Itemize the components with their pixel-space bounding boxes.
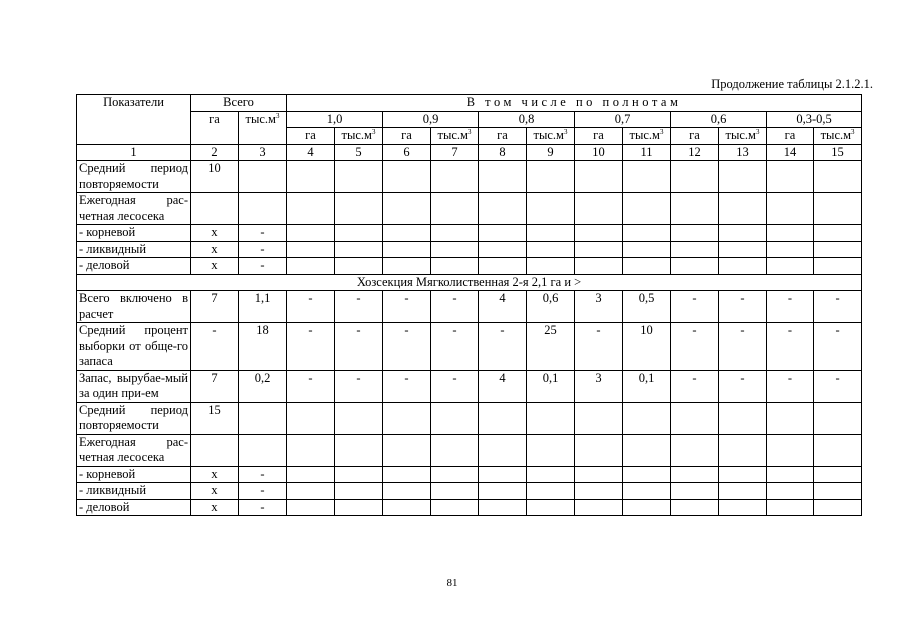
row-label: - ликвидный xyxy=(77,483,191,500)
header-indicators: Показатели xyxy=(77,95,191,145)
table-cell: - xyxy=(431,370,479,402)
table-cell xyxy=(671,483,719,500)
table-cell xyxy=(623,258,671,275)
table-cell xyxy=(383,402,431,434)
table-cell xyxy=(479,466,527,483)
table-cell xyxy=(814,161,862,193)
table-row xyxy=(77,499,862,516)
header-unit-ha: га xyxy=(767,128,814,145)
table-cell xyxy=(335,225,383,242)
table-cell: - xyxy=(383,291,431,323)
table-cell: 0,1 xyxy=(623,370,671,402)
table-cell: 0,5 xyxy=(623,291,671,323)
table-cell xyxy=(383,258,431,275)
table-cell xyxy=(479,193,527,225)
table-cell: x xyxy=(191,483,239,500)
table-cell xyxy=(814,241,862,258)
header-unit-ha: га xyxy=(671,128,719,145)
table-cell xyxy=(623,161,671,193)
table-cell xyxy=(767,466,814,483)
table-cell xyxy=(623,193,671,225)
row-label: Ежегодная рас-четная лесосека xyxy=(77,434,191,466)
row-label: Средний период повторяемости xyxy=(77,402,191,434)
table-cell: - xyxy=(239,483,287,500)
table-cell: x xyxy=(191,258,239,275)
table-cell xyxy=(767,402,814,434)
table-cell xyxy=(719,466,767,483)
header-unit-volume: $тыс.м^3$ xyxy=(814,128,862,145)
table-cell: - xyxy=(383,370,431,402)
table-cell xyxy=(767,258,814,275)
table-cell xyxy=(383,499,431,516)
row-label: - ликвидный xyxy=(77,241,191,258)
table-cell xyxy=(719,258,767,275)
table-cell: 0,1 xyxy=(527,370,575,402)
table-cell xyxy=(431,225,479,242)
row-label: Запас, вырубае-мый за один при-ем xyxy=(77,370,191,402)
table-row xyxy=(77,258,862,275)
section-title: Хозсекция Мягколиственная 2-я 2,1 га и > xyxy=(77,274,862,291)
table-cell: x xyxy=(191,466,239,483)
table-cell: - xyxy=(767,323,814,371)
table-cell xyxy=(575,499,623,516)
table-cell: 0,6 xyxy=(527,291,575,323)
table-cell xyxy=(479,241,527,258)
table-cell: - xyxy=(767,291,814,323)
table-row xyxy=(77,225,862,242)
table-cell xyxy=(719,161,767,193)
table-cell xyxy=(479,225,527,242)
row-label: Средний период повторяемости xyxy=(77,161,191,193)
table-cell xyxy=(383,225,431,242)
table-cell xyxy=(575,258,623,275)
table-cell xyxy=(335,193,383,225)
table-cell: - xyxy=(719,291,767,323)
table-cell xyxy=(335,258,383,275)
column-number: 4 xyxy=(287,144,335,161)
table-cell xyxy=(431,499,479,516)
table-cell xyxy=(527,225,575,242)
table-cell: x xyxy=(191,225,239,242)
table-cell xyxy=(575,225,623,242)
table-cell xyxy=(671,225,719,242)
table-cell: - xyxy=(814,291,862,323)
table-cell xyxy=(527,434,575,466)
header-density-0-7: 0,7 xyxy=(575,111,671,128)
table-cell: - xyxy=(287,370,335,402)
table-cell xyxy=(479,402,527,434)
table-cell: 4 xyxy=(479,370,527,402)
table-cell xyxy=(671,402,719,434)
header-unit-ha: га xyxy=(287,128,335,145)
header-unit-volume: $тыс.м^3$ xyxy=(335,128,383,145)
table-row xyxy=(77,161,862,193)
row-label: Всего включено в расчет xyxy=(77,291,191,323)
table-cell xyxy=(527,161,575,193)
column-number: 3 xyxy=(239,144,287,161)
section-row xyxy=(77,274,862,291)
table-cell xyxy=(671,434,719,466)
table-row xyxy=(77,370,862,402)
column-number: 12 xyxy=(671,144,719,161)
table-cell: - xyxy=(479,323,527,371)
table-cell xyxy=(575,434,623,466)
table-row xyxy=(77,323,862,371)
column-numbers-row xyxy=(77,144,862,161)
table-cell: 0,2 xyxy=(239,370,287,402)
table-cell: - xyxy=(239,466,287,483)
table-cell: 1,1 xyxy=(239,291,287,323)
table-cell xyxy=(814,434,862,466)
table-cell xyxy=(527,193,575,225)
row-label: - деловой xyxy=(77,499,191,516)
column-number: 10 xyxy=(575,144,623,161)
table-cell xyxy=(814,225,862,242)
table-cell: - xyxy=(191,323,239,371)
table-cell xyxy=(287,466,335,483)
column-number: 1 xyxy=(77,144,191,161)
table-cell xyxy=(239,193,287,225)
table-cell: - xyxy=(767,370,814,402)
table-cell xyxy=(287,225,335,242)
table-cell xyxy=(383,193,431,225)
column-number: 14 xyxy=(767,144,814,161)
table-cell xyxy=(479,483,527,500)
table-cell xyxy=(767,499,814,516)
table-cell xyxy=(527,483,575,500)
column-number: 5 xyxy=(335,144,383,161)
table-header xyxy=(77,95,862,161)
table-cell: - xyxy=(335,323,383,371)
table-cell: 18 xyxy=(239,323,287,371)
table-row xyxy=(77,241,862,258)
table-cell xyxy=(527,499,575,516)
table-cell xyxy=(671,241,719,258)
table-cell xyxy=(335,161,383,193)
table-caption: Продолжение таблицы 2.1.2.1. xyxy=(711,77,873,91)
table-cell xyxy=(383,161,431,193)
table-body-before-section xyxy=(77,161,862,275)
table-cell xyxy=(671,466,719,483)
header-unit-volume: $тыс.м^3$ xyxy=(431,128,479,145)
table-cell xyxy=(431,434,479,466)
table-cell: x xyxy=(191,241,239,258)
table-cell xyxy=(767,161,814,193)
table-cell xyxy=(623,466,671,483)
header-total-volume: $тыс.м^3$ xyxy=(239,111,287,144)
table-cell xyxy=(287,499,335,516)
table-cell: - xyxy=(383,323,431,371)
header-unit-ha: га xyxy=(479,128,527,145)
table-cell xyxy=(431,402,479,434)
table-cell xyxy=(814,466,862,483)
table-cell xyxy=(335,434,383,466)
table-cell xyxy=(719,225,767,242)
table-cell xyxy=(814,258,862,275)
table-cell xyxy=(335,499,383,516)
section-row-group xyxy=(77,274,862,291)
table-cell: 3 xyxy=(575,370,623,402)
table-cell xyxy=(335,466,383,483)
column-number: 13 xyxy=(719,144,767,161)
table-cell xyxy=(479,499,527,516)
table-cell: - xyxy=(287,291,335,323)
table-cell: - xyxy=(287,323,335,371)
table-cell xyxy=(431,466,479,483)
table-cell xyxy=(767,241,814,258)
table-cell xyxy=(767,193,814,225)
table-cell: 4 xyxy=(479,291,527,323)
table-cell: - xyxy=(814,323,862,371)
table-cell xyxy=(335,402,383,434)
table-cell xyxy=(575,241,623,258)
table-cell: 25 xyxy=(527,323,575,371)
table-cell xyxy=(671,499,719,516)
header-total: Всего xyxy=(191,95,287,112)
table-cell xyxy=(623,434,671,466)
column-number: 8 xyxy=(479,144,527,161)
column-number: 6 xyxy=(383,144,431,161)
table-cell xyxy=(479,258,527,275)
table-cell: - xyxy=(671,370,719,402)
table-cell xyxy=(575,161,623,193)
table-cell xyxy=(479,434,527,466)
table-cell xyxy=(431,161,479,193)
table-cell xyxy=(239,161,287,193)
table-cell xyxy=(527,258,575,275)
table-cell xyxy=(287,483,335,500)
table-cell xyxy=(383,434,431,466)
row-label: - деловой xyxy=(77,258,191,275)
table-cell xyxy=(287,161,335,193)
table-cell xyxy=(431,258,479,275)
table-cell xyxy=(719,483,767,500)
header-density-0-8: 0,8 xyxy=(479,111,575,128)
row-label: Средний процент выборки от обще-го запаса xyxy=(77,323,191,371)
table-cell xyxy=(287,241,335,258)
forest-data-table xyxy=(76,94,862,516)
table-cell: - xyxy=(575,323,623,371)
table-cell xyxy=(335,241,383,258)
row-label: Ежегодная рас-четная лесосека xyxy=(77,193,191,225)
table-cell xyxy=(719,434,767,466)
table-cell: 10 xyxy=(191,161,239,193)
header-unit-ha: га xyxy=(383,128,431,145)
table-cell xyxy=(623,241,671,258)
header-unit-ha: га xyxy=(575,128,623,145)
table-cell: - xyxy=(239,225,287,242)
table-cell xyxy=(767,483,814,500)
table-cell: - xyxy=(239,499,287,516)
table-cell xyxy=(719,193,767,225)
header-total-ha: га xyxy=(191,111,239,144)
column-number: 15 xyxy=(814,144,862,161)
table-cell xyxy=(239,402,287,434)
table-cell: - xyxy=(671,291,719,323)
table-cell xyxy=(814,402,862,434)
table-cell xyxy=(431,193,479,225)
header-unit-volume: $тыс.м^3$ xyxy=(527,128,575,145)
header-density-0-6: 0,6 xyxy=(671,111,767,128)
table-cell xyxy=(575,483,623,500)
table-cell xyxy=(719,241,767,258)
header-density-1-0: 1,0 xyxy=(287,111,383,128)
table-cell xyxy=(431,483,479,500)
header-unit-volume: $тыс.м^3$ xyxy=(719,128,767,145)
table-cell xyxy=(383,466,431,483)
table-cell: 3 xyxy=(575,291,623,323)
page-number: 81 xyxy=(446,577,458,589)
table-cell: - xyxy=(335,291,383,323)
header-density-0-3-0-5: 0,3-0,5 xyxy=(767,111,862,128)
table-cell xyxy=(671,161,719,193)
table-cell xyxy=(814,483,862,500)
column-number: 7 xyxy=(431,144,479,161)
table-row xyxy=(77,483,862,500)
table-cell xyxy=(191,434,239,466)
table-cell xyxy=(527,466,575,483)
table-cell xyxy=(767,434,814,466)
table-cell xyxy=(527,402,575,434)
table-cell: - xyxy=(239,258,287,275)
table-cell xyxy=(623,225,671,242)
table-cell xyxy=(623,499,671,516)
table-cell: - xyxy=(671,323,719,371)
table-cell xyxy=(575,466,623,483)
table-cell: 7 xyxy=(191,370,239,402)
table-cell: - xyxy=(239,241,287,258)
table-cell xyxy=(479,161,527,193)
table-cell xyxy=(719,499,767,516)
table-cell: - xyxy=(431,291,479,323)
table-cell: - xyxy=(814,370,862,402)
column-number: 2 xyxy=(191,144,239,161)
table-cell xyxy=(431,241,479,258)
table-cell xyxy=(671,193,719,225)
table-cell: - xyxy=(719,323,767,371)
header-density-0-9: 0,9 xyxy=(383,111,479,128)
table-cell xyxy=(383,241,431,258)
table-cell xyxy=(287,434,335,466)
table-row xyxy=(77,466,862,483)
table-row xyxy=(77,434,862,466)
table-cell: 15 xyxy=(191,402,239,434)
table-body-after-section xyxy=(77,291,862,516)
table-cell xyxy=(527,241,575,258)
column-number: 11 xyxy=(623,144,671,161)
table-cell: - xyxy=(431,323,479,371)
table-cell xyxy=(767,225,814,242)
table-cell xyxy=(191,193,239,225)
table-cell xyxy=(287,258,335,275)
row-label: - корневой xyxy=(77,466,191,483)
table-cell xyxy=(623,402,671,434)
table-row xyxy=(77,291,862,323)
table-cell: - xyxy=(719,370,767,402)
table-cell xyxy=(719,402,767,434)
header-unit-volume: $тыс.м^3$ xyxy=(623,128,671,145)
table-cell xyxy=(575,402,623,434)
table-cell xyxy=(239,434,287,466)
table-cell xyxy=(383,483,431,500)
header-by-density: В том числе по полнотам xyxy=(287,95,862,112)
column-number: 9 xyxy=(527,144,575,161)
table-cell xyxy=(287,193,335,225)
table-cell xyxy=(623,483,671,500)
table-cell: 7 xyxy=(191,291,239,323)
table-cell xyxy=(287,402,335,434)
table-cell xyxy=(814,499,862,516)
table-row xyxy=(77,402,862,434)
table-cell: x xyxy=(191,499,239,516)
table-row xyxy=(77,193,862,225)
table-cell xyxy=(671,258,719,275)
table-cell xyxy=(575,193,623,225)
table-cell xyxy=(814,193,862,225)
table-cell: - xyxy=(335,370,383,402)
row-label: - корневой xyxy=(77,225,191,242)
table-cell: 10 xyxy=(623,323,671,371)
table-cell xyxy=(335,483,383,500)
